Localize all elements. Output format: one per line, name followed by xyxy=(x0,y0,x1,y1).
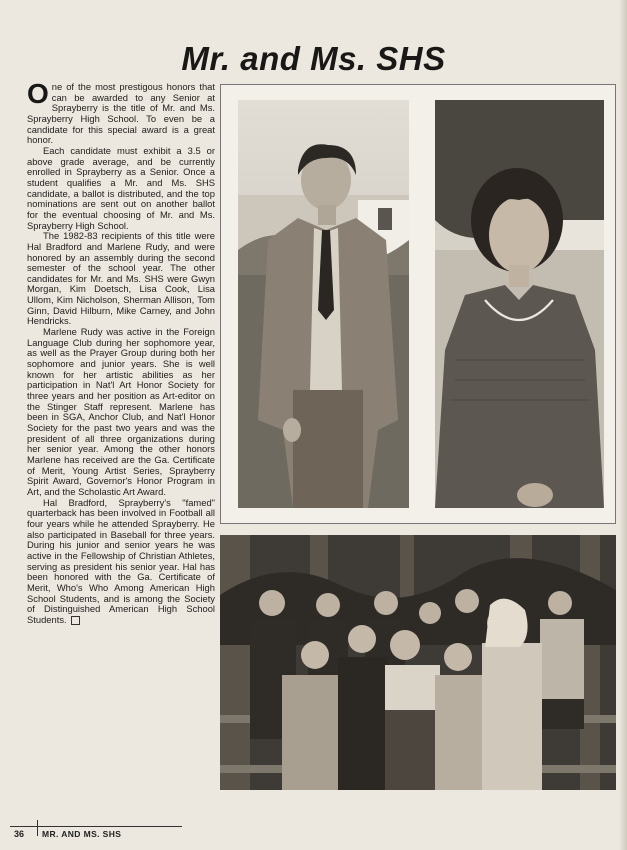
drop-cap: O xyxy=(27,78,49,109)
ms-shs-portrait-photo xyxy=(435,100,604,508)
article-body xyxy=(27,78,215,625)
article-paragraph-3: The 1982-83 recipients of this title were Hal Bradford and Marlene Rudy, and were honored by an assembly during the second semester of the school year. The other candidates for Mr. and Ms. SHS were Gwyn Morgan, Kim Doetsch, Lisa Cook, Lisa Ullom, Kim Nicholson, Sherman Allison, Tom Ginn, David Hilburn, Mike Carney, and John Hendricks. xyxy=(27,230,215,327)
mr-shs-portrait-photo xyxy=(238,100,409,508)
end-mark-icon xyxy=(71,616,80,625)
page-title: Mr. and Ms. SHS xyxy=(181,40,446,77)
footer-divider xyxy=(37,820,38,836)
candidates-group-photo xyxy=(220,535,616,790)
page-number: 36 xyxy=(14,829,25,839)
page-binding-shadow xyxy=(619,0,627,850)
section-label: MR. AND MS. SHS xyxy=(42,829,122,839)
article-paragraph-4: Marlene Rudy was active in the Foreign Language Club during her sophomore year, as well as the Prayer Group during both her sophomore and junior years. She is well known for her artistic abilities as her participation in Nat'l Art Honor Society for three years and her position as Art-editor on the Stinger Staff represent. Marlene has been in SGA, Anchor Club, and Nat'l Honor Society for the past two years and was the president of all three organizations during her senior year. Among the other honors Marlene has received are the Ga. Certificate of Merit, Young Artist Series, Sprayberry Spirit Award, Governor's Honor Program in Art, and the Scholastic Art Award. xyxy=(27,326,215,497)
article-paragraph-2: Each candidate must exhibit a 3.5 or above grade average, and be currently enrolled in Sprayberry as a Senior. Once a student qualifies a Mr. and Ms. SHS candidate, a ballot is distributed, and the top nominations are sent out on another ballot for the eventual choosing of Mr. and Ms. Sprayberry High School. xyxy=(27,144,215,231)
article-paragraph-5: Hal Bradford, Sprayberry's "famed" quarterback has been involved in Football all four years while he attended Sprayberry. He also participated in Baseball for three years. During his junior and senior years he was active in the Fellowship of Christian Athletes, serving as president his senior year. Hal has been honored with the Ga. Certificate of Merit, Who's Who Among American High School Students, and is among the Society of Distinguished American High School Students. xyxy=(27,496,215,625)
article-paragraph-1: One of the most prestigous honors that can be awarded to any Senior at Sprayberry is the title of Mr. and Ms. Sprayberry High School. To even be a candidate for this special award is a great honor. xyxy=(27,78,215,146)
footer-rule xyxy=(10,826,182,827)
